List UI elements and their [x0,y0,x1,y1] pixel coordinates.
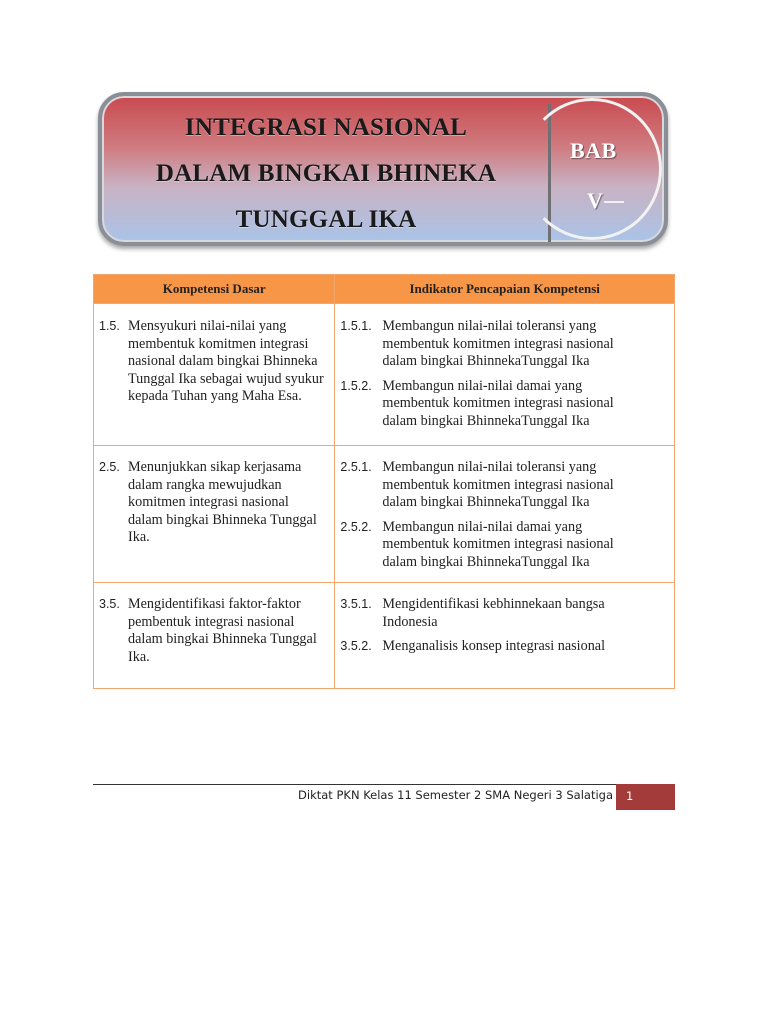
indikator-item [335,638,674,656]
indikator-number: 2.5.2. [340,519,372,534]
indikator-text: Membangun nilai-nilai damai yang membentuk komitmen integrasi nasional dalam bingkai BhinnekaTunggal Ika [382,377,614,429]
indikator-item [335,596,674,631]
kd-text: Menunjukkan sikap kerjasama dalam rangka mewujudkan komitmen integrasi nasional dalam bingkai Bhinneka Tunggal Ika. [128,459,317,545]
kd-item [94,596,334,666]
footer-rule [93,784,616,785]
chapter-title [102,96,550,242]
indikator-text: Mengidentifikasi kebhinnekaan bangsa Indonesia [382,596,605,630]
bab-number: V [587,188,603,213]
chapter-title-line-2: DALAM BINGKAI BHINEKA [155,160,497,187]
kd-number: 3.5. [99,597,120,611]
kd-cell [94,304,335,446]
kd-text: Mensyukuri nilai-nilai yang membentuk komitmen integrasi nasional dalam bingkai Bhinneka Tunggal Ika sebagai wujud syukur kepada Tuhan yang Maha Esa. [128,318,324,404]
indikator-cell [335,304,675,446]
indikator-number: 1.5.2. [340,378,372,393]
header-kompetensi-dasar: Kompetensi Dasar [94,275,335,304]
chapter-title-line-3: TUNGGAL IKA [235,206,417,233]
bab-label: BAB [570,138,617,163]
kd-cell [94,446,335,583]
table-row [94,304,675,446]
indikator-text: Membangun nilai-nilai toleransi yang membentuk komitmen integrasi nasional dalam bingkai BhinnekaTunggal Ika [382,318,614,369]
footer-text: Diktat PKN Kelas 11 Semester 2 SMA Negeri 3 Salatiga [298,788,613,802]
chapter-banner [98,92,668,246]
indikator-item [335,378,674,431]
table-header-row [94,275,675,304]
indikator-cell [335,446,675,583]
kd-item [94,318,334,406]
indikator-text: Membangun nilai-nilai damai yang membentuk komitmen integrasi nasional dalam bingkai BhinnekaTunggal Ika [382,518,614,570]
indikator-item [335,318,674,371]
kd-item [94,459,334,547]
indikator-number: 2.5.1. [340,460,372,474]
page-number: 1 [626,789,634,803]
kd-number: 2.5. [99,460,120,474]
table-row [94,446,675,583]
header-indikator: Indikator Pencapaian Kompetensi [335,275,675,304]
indikator-text: Membangun nilai-nilai toleransi yang membentuk komitmen integrasi nasional dalam bingkai BhinnekaTunggal Ika [382,459,614,510]
table-row [94,583,675,689]
page-number-box [616,784,675,810]
indikator-text: Menganalisis konsep integrasi nasional [382,638,606,654]
bab-dash [604,201,624,203]
indikator-number: 1.5.1. [340,319,372,333]
indikator-number: 3.5.2. [340,639,372,653]
kd-cell [94,583,335,689]
kd-number: 1.5. [99,319,120,333]
indikator-number: 3.5.1. [340,597,372,611]
indikator-cell [335,583,675,689]
chapter-title-line-1: INTEGRASI NASIONAL [184,114,468,141]
kd-text: Mengidentifikasi faktor-faktor pembentuk integrasi nasional dalam bingkai Bhinneka Tunggal Ika. [128,596,317,665]
bab-arc [522,98,662,240]
indikator-item [335,519,674,572]
competency-table [93,274,675,689]
indikator-item [335,459,674,512]
